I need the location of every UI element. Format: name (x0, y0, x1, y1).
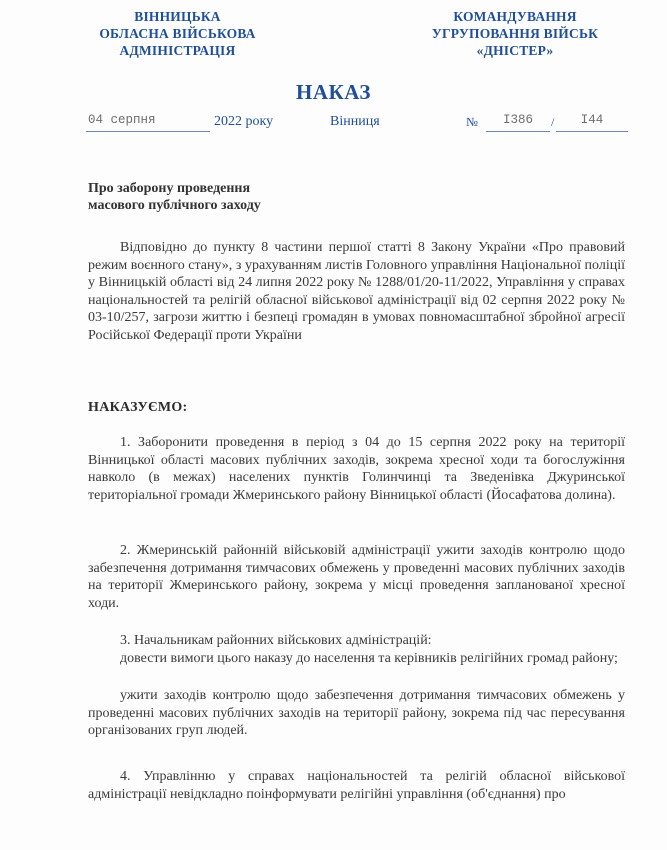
number-separator: / (551, 115, 555, 129)
issuer-right-line: «ДНІСТЕР» (476, 43, 554, 58)
issuer-right-line: КОМАНДУВАННЯ (453, 9, 577, 24)
directive-item-3-heading: 3. Начальникам районних військових адміністрацій: (120, 633, 432, 648)
directive-item-3-subitem: довести вимоги цього наказу до населення та керівників релігійних громад району; (120, 651, 618, 666)
date-number-line (0, 113, 667, 137)
issuer-right-header (395, 8, 635, 59)
year-label: 2022 року (214, 114, 274, 129)
directive-heading: НАКАЗУЄМО: (88, 400, 188, 415)
city-label: Вінниця (330, 114, 380, 129)
date-field: 04 серпня (86, 113, 210, 132)
order-number-part1: I386 (486, 113, 550, 132)
preamble-paragraph: Відповідно до пункту 8 частини першої статті 8 Закону України «Про правовий режим воєнного стану», з урахуванням листів Головного управління Національної поліції у Вінницькій області від 24 липня 2022 року № 1288/01/20-11/2022, Управління у справах національностей та релігій обласної військової адміністрації від 02 серпня 2022 року № 03-10/257, загрози життю і безпеці громадян в умовах повномасштабної збройної агресії Російської Федерації проти України (88, 240, 625, 343)
issuer-left-line: АДМІНІСТРАЦІЯ (119, 43, 236, 58)
subject-line: Про заборону проведення (88, 181, 251, 196)
subject-line: масового публічного заходу (88, 198, 261, 213)
document-type-title: НАКАЗ (296, 80, 371, 104)
directive-item-4: 4. Управлінню у справах національностей та релігій обласної військової адміністрації невідкладно поінформувати релігійні управління (об'єднання) про (88, 769, 625, 802)
order-subject (88, 180, 388, 214)
issuer-left-line: ВІННИЦЬКА (134, 9, 221, 24)
directive-item-2: 2. Жмеринській районній військовій адміністрації ужити заходів контролю щодо забезпечення дотримання тимчасових обмежень у проведенні масових публічних заходів на території Жмеринського району, зокрема у місці проведення запланованої хресної ходи. (88, 543, 625, 611)
directive-item-3-subitem: ужити заходів контролю щодо забезпечення дотримання тимчасових обмежень у проведенні масових публічних заходів на території району, зокрема під час пересування організованих груп людей. (88, 688, 625, 738)
issuer-left-header (75, 8, 280, 59)
issuer-left-line: ОБЛАСНА ВІЙСЬКОВА (99, 26, 256, 41)
directive-item-1: 1. Заборонити проведення в період з 04 до 15 серпня 2022 року на території Вінницької області масових публічних заходів, зокрема хресної ходи та богослужіння навколо (в межах) населених пунктів Голинчинці та Зведенівка Джуринської територіальної громади Жмеринського району Вінницької області (Йосафатова долина). (88, 435, 625, 503)
issuer-right-line: УГРУПОВАННЯ ВІЙСЬК (431, 26, 599, 41)
number-sign: № (466, 115, 478, 129)
order-number-part2: I44 (556, 113, 628, 132)
